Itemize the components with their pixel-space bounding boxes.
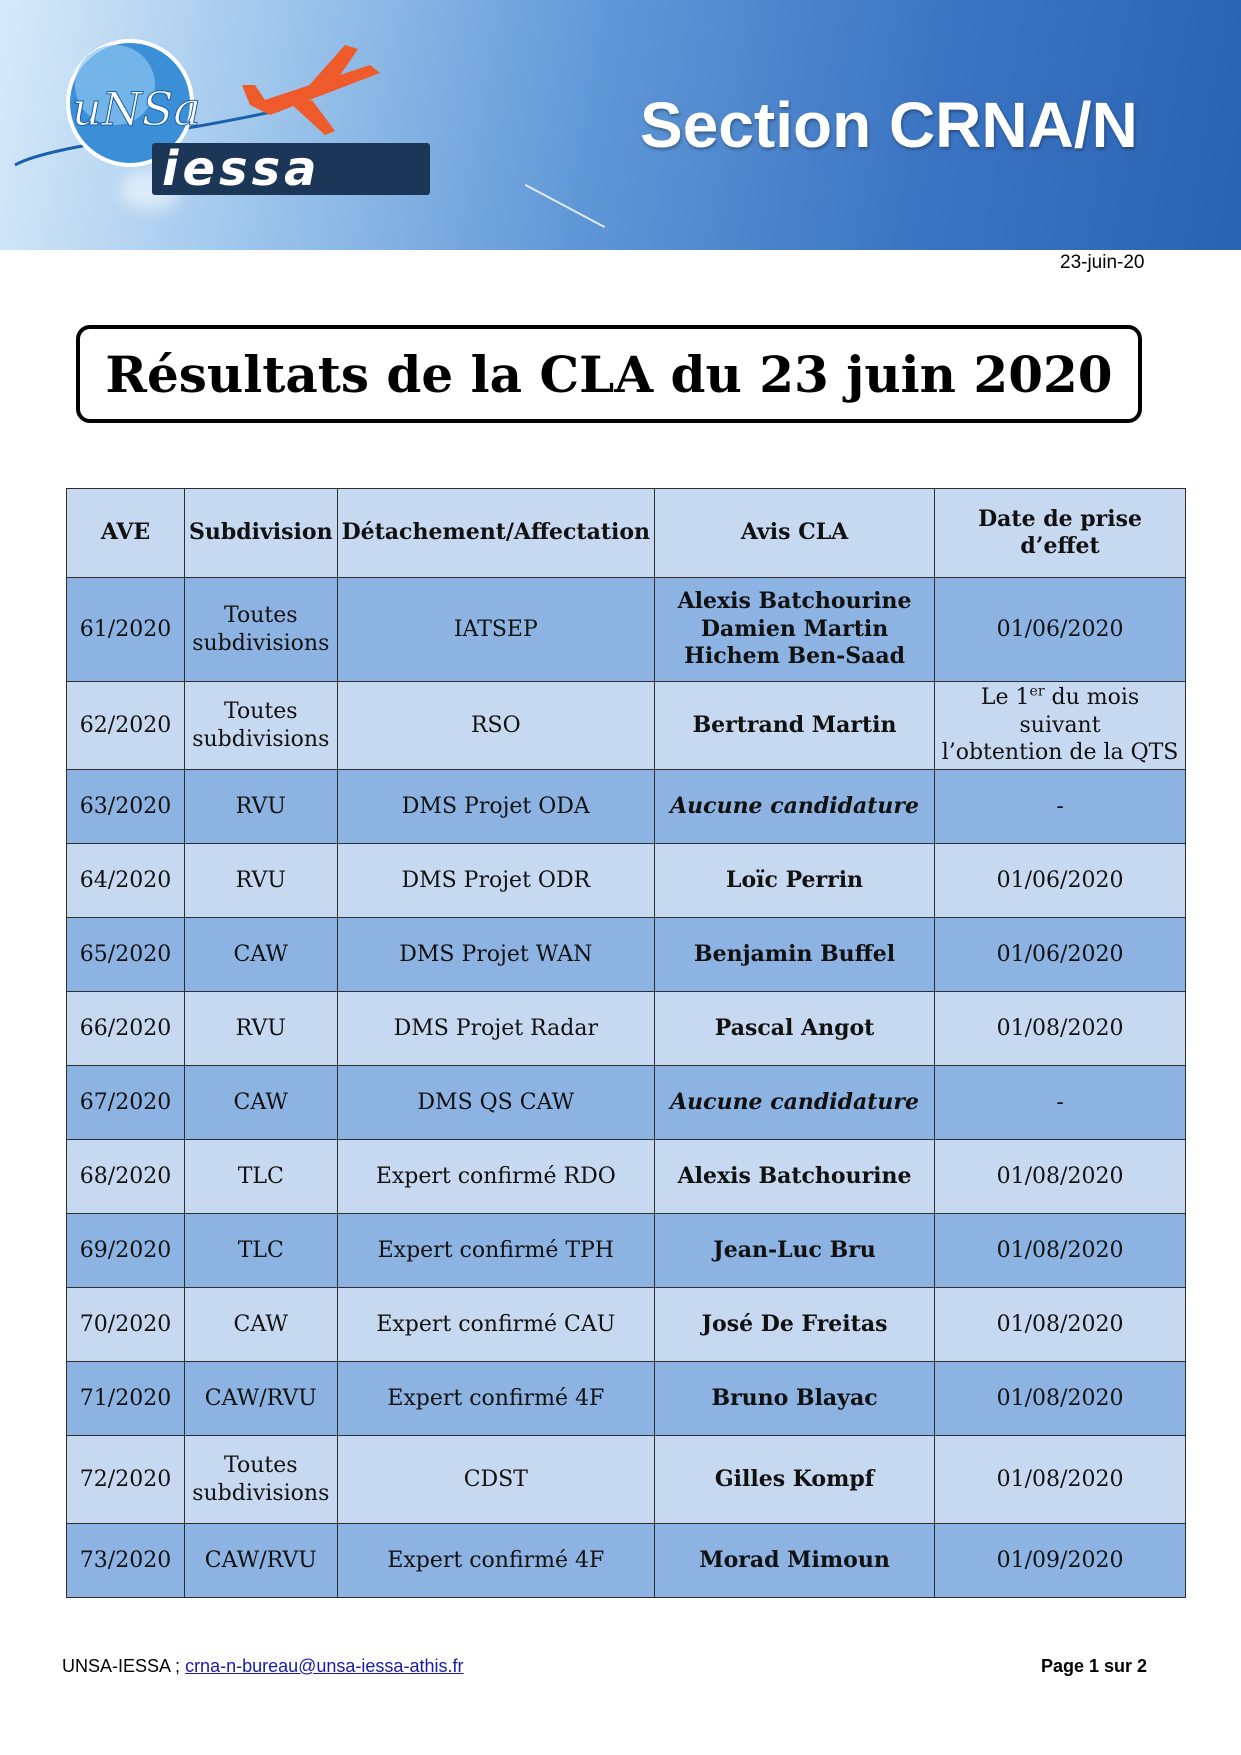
subdivision-cell (185, 1066, 338, 1140)
subdivision-cell (185, 1214, 338, 1288)
subdivision-line: TLC (237, 1163, 284, 1189)
date-line: 01/08/2020 (996, 1311, 1124, 1337)
header-banner (0, 0, 1241, 250)
subdivision-cell (185, 578, 338, 682)
ave-cell: 70/2020 (67, 1288, 185, 1362)
column-header-avis: Avis CLA (655, 489, 935, 578)
avis-name: Gilles Kompf (714, 1465, 875, 1492)
table-row (67, 1066, 1186, 1140)
subdivision-cell (185, 992, 338, 1066)
date-cell (935, 682, 1186, 770)
subdivision-line: Toutes (224, 603, 298, 628)
avis-cell (655, 1436, 935, 1524)
date-line: 01/08/2020 (996, 1015, 1124, 1041)
subdivision-cell (185, 844, 338, 918)
footer-contact (62, 1656, 463, 1677)
ave-cell: 68/2020 (67, 1140, 185, 1214)
date-line: 01/08/2020 (996, 1466, 1124, 1492)
subdivision-cell (185, 770, 338, 844)
table-row (67, 578, 1186, 682)
page-title: Résultats de la CLA du 23 juin 2020 (105, 344, 1113, 404)
logo-text: iessa (162, 141, 321, 197)
avis-name: Aucune candidature (670, 792, 919, 819)
table-row (67, 1214, 1186, 1288)
subdivision-line: subdivisions (192, 630, 330, 656)
avis-cell (655, 682, 935, 770)
plane-icon (242, 45, 380, 135)
subdivision-line: subdivisions (192, 726, 330, 752)
affectation-cell: DMS Projet ODA (337, 770, 654, 844)
subdivision-cell (185, 1436, 338, 1524)
page-number: Page 1 sur 2 (1041, 1656, 1148, 1676)
column-header-date: Date de prise d’effet (935, 489, 1186, 578)
date-line: 01/08/2020 (996, 1163, 1124, 1189)
subdivision-line: CAW (233, 1089, 288, 1115)
subdivision-cell (185, 1140, 338, 1214)
date-line: 01/06/2020 (996, 941, 1124, 967)
avis-cell (655, 1214, 935, 1288)
column-header-ave: AVE (67, 489, 185, 578)
avis-cell (655, 1140, 935, 1214)
avis-cell (655, 770, 935, 844)
subdivision-line: subdivisions (192, 1480, 330, 1506)
affectation-cell: Expert confirmé TPH (337, 1214, 654, 1288)
avis-name: Bruno Blayac (711, 1384, 878, 1411)
table-row (67, 770, 1186, 844)
date-cell (935, 1066, 1186, 1140)
date-line: 01/09/2020 (996, 1547, 1124, 1573)
logo-circle-text: uNSa (72, 82, 201, 136)
avis-name: Damien Martin (700, 615, 889, 642)
avis-cell (655, 844, 935, 918)
affectation-cell: RSO (337, 682, 654, 770)
avis-name: Morad Mimoun (699, 1546, 890, 1573)
date-line: 01/08/2020 (996, 1237, 1124, 1263)
ave-cell: 71/2020 (67, 1362, 185, 1436)
table-row (67, 1140, 1186, 1214)
avis-name: Alexis Batchourine (677, 588, 912, 615)
table-row (67, 1362, 1186, 1436)
avis-name: Benjamin Buffel (694, 940, 896, 967)
avis-name: Loïc Perrin (726, 866, 864, 893)
date-line: 01/06/2020 (996, 616, 1124, 642)
avis-name: Pascal Angot (714, 1014, 875, 1041)
ave-cell: 63/2020 (67, 770, 185, 844)
affectation-cell: Expert confirmé 4F (337, 1524, 654, 1598)
date-cell (935, 770, 1186, 844)
date-line: l’obtention de la QTS (941, 740, 1179, 766)
ave-cell: 73/2020 (67, 1524, 185, 1598)
avis-name: Bertrand Martin (692, 711, 897, 738)
avis-cell (655, 1362, 935, 1436)
date-line: - (1056, 1089, 1064, 1115)
avis-name: José De Freitas (701, 1310, 888, 1337)
subdivision-line: CAW (233, 941, 288, 967)
avis-name: Aucune candidature (670, 1088, 919, 1115)
subdivision-line: RVU (235, 867, 286, 893)
ave-cell: 72/2020 (67, 1436, 185, 1524)
table-row (67, 1288, 1186, 1362)
avis-cell (655, 1288, 935, 1362)
avis-name: Alexis Batchourine (677, 1162, 912, 1189)
table-row (67, 1436, 1186, 1524)
title-box (76, 325, 1142, 423)
avis-cell (655, 918, 935, 992)
subdivision-line: Toutes (224, 1453, 298, 1478)
subdivision-cell (185, 1524, 338, 1598)
date-cell (935, 918, 1186, 992)
section-title: Section CRNA/N (640, 89, 1138, 161)
date-cell (935, 578, 1186, 682)
ave-cell: 67/2020 (67, 1066, 185, 1140)
affectation-cell: Expert confirmé RDO (337, 1140, 654, 1214)
subdivision-line: CAW (233, 1311, 288, 1337)
table-body (67, 578, 1186, 1598)
date-line: - (1056, 793, 1064, 819)
subdivision-cell (185, 682, 338, 770)
avis-cell (655, 1066, 935, 1140)
column-header-subdivision: Subdivision (185, 489, 338, 578)
table-row (67, 918, 1186, 992)
table-row (67, 844, 1186, 918)
subdivision-cell (185, 1362, 338, 1436)
date-cell (935, 1140, 1186, 1214)
date-cell (935, 844, 1186, 918)
results-table (66, 488, 1186, 1598)
avis-cell (655, 992, 935, 1066)
avis-name: Hichem Ben-Saad (684, 643, 906, 670)
ave-cell: 66/2020 (67, 992, 185, 1066)
table-row (67, 682, 1186, 770)
date-cell (935, 1436, 1186, 1524)
date-cell (935, 1524, 1186, 1598)
subdivision-line: RVU (235, 793, 286, 819)
affectation-cell: DMS Projet Radar (337, 992, 654, 1066)
subdivision-line: RVU (235, 1015, 286, 1041)
table-row (67, 992, 1186, 1066)
date-cell (935, 992, 1186, 1066)
date-cell (935, 1288, 1186, 1362)
ave-cell: 64/2020 (67, 844, 185, 918)
banner-streak (525, 184, 605, 228)
affectation-cell: DMS Projet ODR (337, 844, 654, 918)
subdivision-cell (185, 1288, 338, 1362)
document-date: 23-juin-20 (1060, 252, 1145, 273)
table-row (67, 1524, 1186, 1598)
ave-cell: 62/2020 (67, 682, 185, 770)
affectation-cell: IATSEP (337, 578, 654, 682)
column-header-affectation: Détachement/Affectation (337, 489, 654, 578)
ave-cell: 69/2020 (67, 1214, 185, 1288)
footer-org: UNSA-IESSA ; (62, 1656, 181, 1676)
affectation-cell: Expert confirmé CAU (337, 1288, 654, 1362)
footer-email-link[interactable]: crna-n-bureau@unsa-iessa-athis.fr (185, 1656, 464, 1676)
affectation-cell: DMS QS CAW (337, 1066, 654, 1140)
date-cell (935, 1214, 1186, 1288)
date-line: Le 1er du mois suivant (980, 684, 1140, 738)
affectation-cell: Expert confirmé 4F (337, 1362, 654, 1436)
subdivision-line: TLC (237, 1237, 284, 1263)
avis-name: Jean-Luc Bru (713, 1236, 876, 1263)
subdivision-line: CAW/RVU (204, 1547, 317, 1573)
table-header-row (67, 489, 1186, 578)
affectation-cell: DMS Projet WAN (337, 918, 654, 992)
ave-cell: 61/2020 (67, 578, 185, 682)
affectation-cell: CDST (337, 1436, 654, 1524)
date-line: 01/06/2020 (996, 867, 1124, 893)
subdivision-line: CAW/RVU (204, 1385, 317, 1411)
avis-cell (655, 578, 935, 682)
date-line: 01/08/2020 (996, 1385, 1124, 1411)
ave-cell: 65/2020 (67, 918, 185, 992)
date-cell (935, 1362, 1186, 1436)
subdivision-cell (185, 918, 338, 992)
avis-cell (655, 1524, 935, 1598)
subdivision-line: Toutes (224, 699, 298, 724)
unsa-iessa-logo (10, 25, 490, 205)
